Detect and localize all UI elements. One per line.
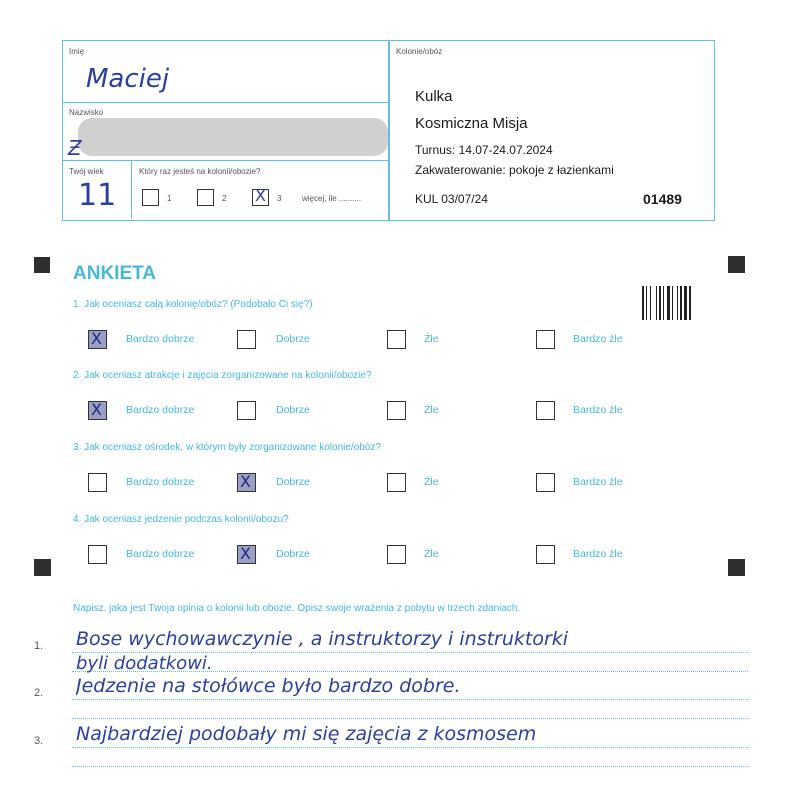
registration-marker-bottom-left — [34, 559, 51, 576]
question-text: 4. Jak oceniasz jedzenie podczas kolonii/obozu? — [73, 514, 289, 525]
rating-option-label: Źle — [424, 333, 439, 345]
rating-checkbox[interactable] — [387, 473, 406, 492]
barcode-bar — [677, 286, 678, 320]
kolonie-label: Kolonie/obóz — [396, 47, 443, 56]
divider-wiek — [131, 160, 132, 219]
rating-checkbox-x: X — [91, 329, 102, 348]
divider-imie — [62, 102, 389, 103]
opinion-line-number: 2. — [34, 687, 44, 699]
barcode-bar — [650, 286, 651, 320]
opinion-handwritten-text: Najbardziej podobały mi się zajęcia z kosmosem — [76, 723, 537, 745]
rating-checkbox[interactable] — [88, 545, 107, 564]
rating-option-label: Źle — [424, 404, 439, 416]
camp-zakwaterowanie: Zakwaterowanie: pokoje z łazienkami — [415, 163, 614, 177]
rating-checkbox[interactable] — [237, 545, 256, 564]
rating-checkbox[interactable] — [237, 330, 256, 349]
rating-checkbox-x: X — [240, 472, 251, 491]
wiek-value: 11 — [78, 178, 117, 213]
barcode-bar — [689, 286, 691, 320]
rating-option-label: Bardzo dobrze — [126, 548, 195, 560]
rating-checkbox[interactable] — [387, 401, 406, 420]
rating-checkbox[interactable] — [387, 545, 406, 564]
rating-option-label: Bardzo dobrze — [126, 333, 195, 345]
barcode-bar — [642, 286, 644, 320]
visit-checkbox-3[interactable] — [252, 186, 269, 206]
imie-value: Maciej — [86, 64, 170, 94]
survey-title: ANKIETA — [73, 263, 157, 284]
barcode-bar — [663, 286, 664, 320]
ktory-raz-label: Który raz jesteś na kolonii/obozie? — [139, 167, 261, 176]
opinion-line-number: 1. — [34, 640, 44, 652]
rating-checkbox-x: X — [240, 544, 251, 563]
wiek-label: Twój wiek — [69, 167, 104, 176]
barcode-bar — [659, 286, 661, 320]
camp-turnus: Turnus: 14.07-24.07.2024 — [415, 143, 553, 157]
visit-checkbox-1[interactable] — [142, 189, 159, 206]
rating-checkbox[interactable] — [237, 401, 256, 420]
rating-option-label: Źle — [424, 476, 439, 488]
form-number: 01489 — [643, 191, 682, 207]
imie-label: Imię — [69, 47, 85, 56]
registration-marker-top-left — [34, 257, 50, 273]
rating-checkbox[interactable] — [387, 330, 406, 349]
rating-checkbox-x: X — [91, 400, 102, 419]
opinion-dotted-line — [72, 766, 748, 767]
nazwisko-redacted — [78, 118, 388, 156]
rating-option-label: Dobrze — [276, 548, 310, 560]
nazwisko-label: Nazwisko — [69, 108, 104, 117]
registration-marker-bottom-right — [728, 559, 745, 576]
rating-checkbox[interactable] — [88, 401, 107, 420]
rating-option-label: Bardzo źle — [573, 404, 623, 416]
barcode-bar — [667, 286, 670, 320]
visit-label-1: 1 — [167, 194, 172, 203]
registration-marker-top-right — [728, 256, 745, 273]
camp-name: Kulka — [415, 88, 453, 105]
rating-checkbox[interactable] — [88, 473, 107, 492]
visit-checkbox-3-mark: X — [255, 186, 266, 205]
question-text: 2. Jak oceniasz atrakcje i zajęcia zorganizowane na kolonii/obozie? — [73, 370, 372, 381]
opinion-line-number: 3. — [34, 735, 44, 747]
rating-option-label: Bardzo dobrze — [126, 476, 195, 488]
opinion-handwritten-text: Bose wychowawczynie , a instruktorzy i instruktorki — [76, 628, 569, 650]
rating-checkbox[interactable] — [536, 473, 555, 492]
rating-checkbox[interactable] — [88, 330, 107, 349]
opinion-dotted-line — [72, 718, 748, 719]
visit-more-label: więcej, ile .......... — [302, 194, 362, 203]
opinion-handwritten-continuation: byli dodatkowi. — [76, 653, 213, 674]
rating-option-label: Bardzo dobrze — [126, 404, 195, 416]
rating-option-label: Dobrze — [276, 404, 310, 416]
rating-checkbox[interactable] — [536, 545, 555, 564]
opinion-dotted-line — [72, 699, 748, 700]
barcode-bar — [646, 286, 647, 320]
rating-option-label: Bardzo źle — [573, 548, 623, 560]
nazwisko-handwriting-fragment: Ƶ — [68, 136, 82, 160]
visit-checkbox-2[interactable] — [197, 189, 214, 206]
rating-checkbox[interactable] — [536, 401, 555, 420]
rating-option-label: Dobrze — [276, 333, 310, 345]
visit-label-3: 3 — [277, 194, 282, 203]
rating-option-label: Bardzo źle — [573, 333, 623, 345]
barcode-bar — [656, 286, 657, 320]
rating-option-label: Bardzo źle — [573, 476, 623, 488]
camp-program: Kosmiczna Misja — [415, 115, 528, 132]
rating-option-label: Źle — [424, 548, 439, 560]
barcode-bar — [684, 286, 687, 320]
question-text: 3. Jak oceniasz ośrodek, w którym były zorganizowane kolonie/obóz? — [73, 442, 381, 453]
barcode — [642, 286, 698, 320]
opinion-prompt: Napisz, jaka jest Twoja opinia o kolonii lub obozie. Opisz swoje wrażenia z pobytu w trzech zdaniach. — [73, 603, 521, 614]
divider-nazwisko — [62, 160, 389, 161]
rating-option-label: Dobrze — [276, 476, 310, 488]
visit-label-2: 2 — [222, 194, 227, 203]
camp-code: KUL 03/07/24 — [415, 192, 488, 206]
opinion-dotted-line — [72, 747, 748, 748]
rating-checkbox[interactable] — [536, 330, 555, 349]
opinion-handwritten-text: Jedzenie na stołówce było bardzo dobre. — [76, 675, 461, 697]
rating-checkbox[interactable] — [237, 473, 256, 492]
barcode-bar — [672, 286, 673, 320]
question-text: 1. Jak oceniasz całą kolonię/obóz? (Podobało Ci się?) — [73, 299, 313, 310]
barcode-bar — [680, 286, 682, 320]
